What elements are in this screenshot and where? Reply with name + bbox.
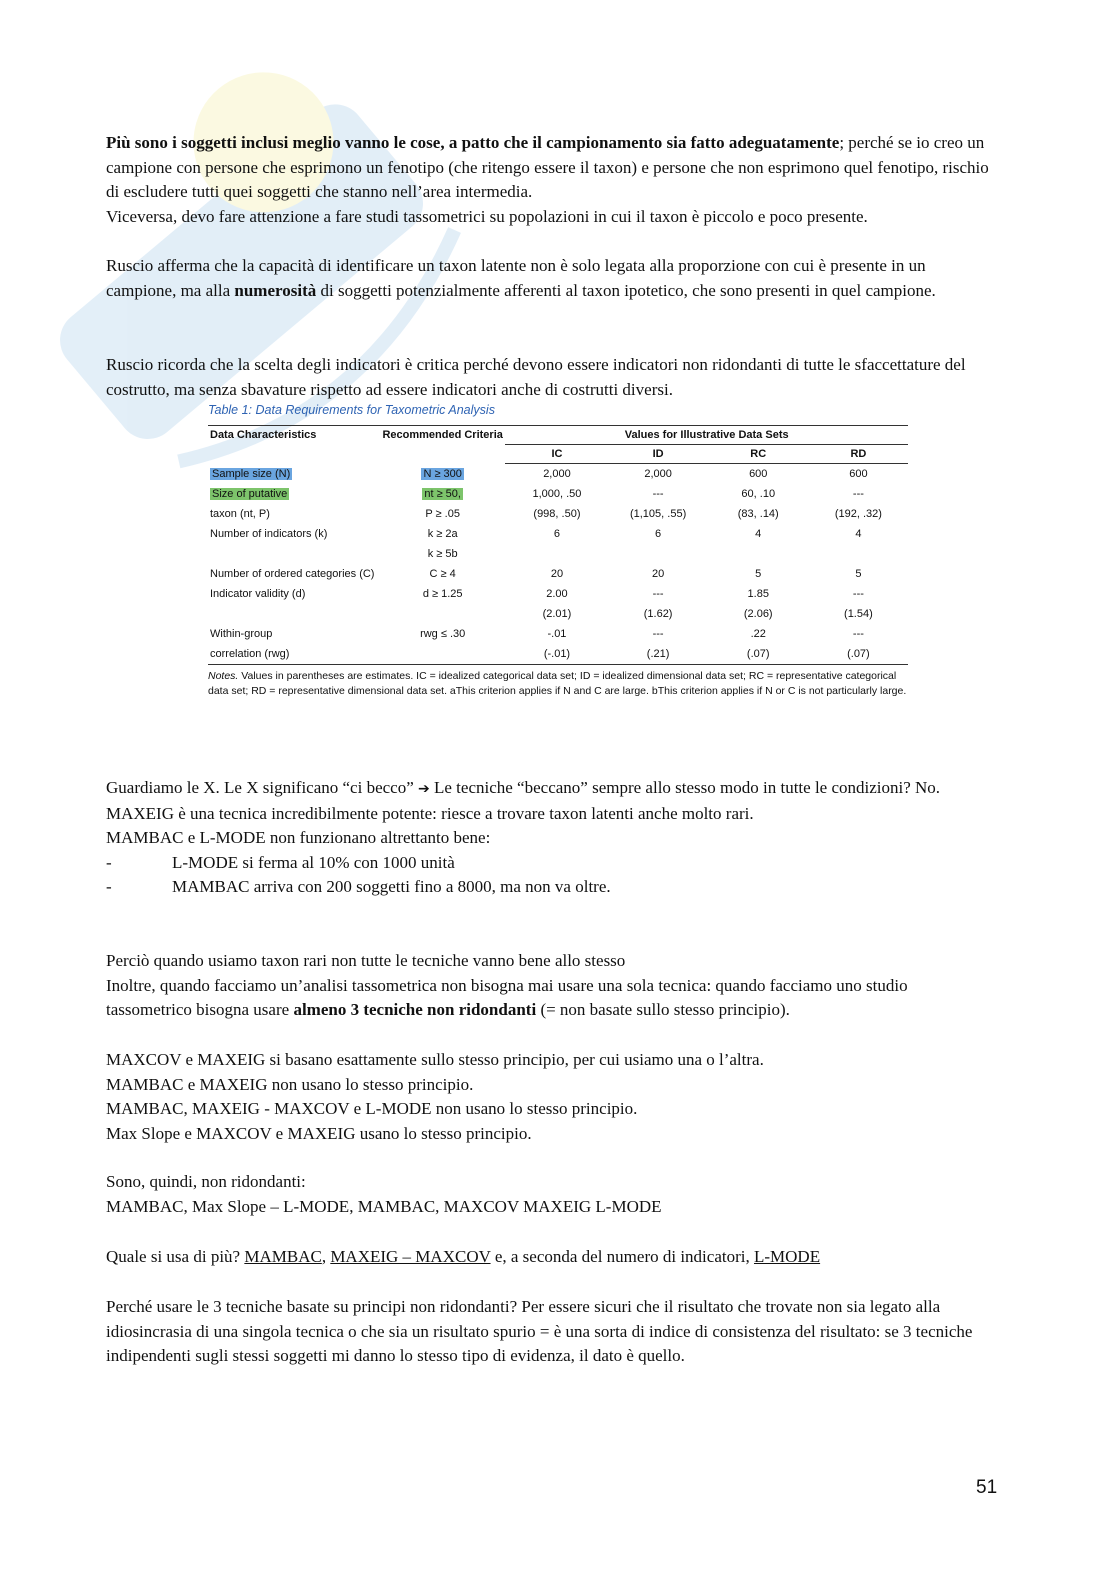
cell-rd: 600 bbox=[849, 468, 868, 480]
bold-statement: Più sono i soggetti inclusi meglio vanno le cose, a patto che il campionamento sia fatto adeguatamente bbox=[106, 133, 840, 152]
row-criteria: P ≥ .05 bbox=[425, 508, 460, 520]
row-criteria: d ≥ 1.25 bbox=[422, 588, 463, 600]
col-header-criteria: Recommended Criteria bbox=[380, 426, 505, 464]
paragraph-principles bbox=[106, 1048, 764, 1146]
cell-rd: 5 bbox=[855, 568, 862, 580]
paragraph-line: Sono, quindi, non ridondanti: bbox=[106, 1172, 306, 1191]
list-item bbox=[106, 875, 940, 900]
notes-label: Notes. bbox=[208, 670, 239, 682]
row-criteria bbox=[380, 484, 505, 504]
cell-rd: --- bbox=[852, 588, 864, 600]
paragraph-ruscio-indicators bbox=[106, 353, 996, 402]
cell-rd: 4 bbox=[855, 528, 862, 540]
dash-marker: - bbox=[106, 852, 112, 872]
text-run: , bbox=[321, 1247, 331, 1266]
row-label bbox=[208, 484, 380, 504]
paragraph-techniques bbox=[106, 776, 940, 900]
cell-ic: -.01 bbox=[547, 628, 567, 640]
paragraph-line: Max Slope e MAXCOV e MAXEIG usano lo stesso principio. bbox=[106, 1123, 532, 1143]
cell-rc: 5 bbox=[755, 568, 762, 580]
row-criteria: k ≥ 2a bbox=[427, 528, 458, 540]
table-row bbox=[208, 624, 908, 644]
cell-rc: (.07) bbox=[708, 644, 809, 665]
paragraph-text bbox=[106, 776, 940, 802]
dash-marker: - bbox=[106, 877, 112, 896]
row-label: Number of indicators (k) bbox=[210, 528, 328, 540]
data-requirements-table-figure bbox=[208, 403, 908, 699]
cell-ic: (-.01) bbox=[505, 644, 608, 665]
cell-id: (.21) bbox=[609, 644, 708, 665]
text-run: ; perché se io creo un campione con persone che esprimono un fenotipo (che ritengo essere il taxon) e persone che non esprimono quel fenotipo, rischio di escludere tutti quei soggetti che stanno nell’area intermedia. bbox=[106, 133, 989, 201]
text-run: di soggetti potenzialmente afferenti al taxon ipotetico, che sono presenti in quel campione. bbox=[316, 280, 936, 300]
bullet-list bbox=[106, 851, 940, 900]
notes-text: Values in parentheses are estimates. IC = idealized categorical data set; ID = idealized dimensional data set; RC = representative categorical data set; RD = representative dimensional data set. aThis criterion applies if N and C are large. bThis criterion applies if N or C is not particularly large. bbox=[208, 670, 907, 697]
underlined-term: L-MODE bbox=[753, 1247, 821, 1266]
table-row bbox=[208, 504, 908, 524]
col-header-values: Values for Illustrative Data Sets bbox=[505, 426, 908, 445]
bold-term: numerosità bbox=[234, 280, 317, 300]
paragraph-why-three bbox=[106, 1295, 996, 1369]
paragraph-text: Perché usare le 3 tecniche basate su principi non ridondanti? Per essere sicuri che il risultato che trovate non sia legato alla idiosincrasia di una singola tecnica o che sia un risultato spurio = è una sorta di indice di consistenza del risultato: se 3 tecniche indipendenti sugli stessi soggetti mi danno lo stesso tipo di evidenza, il dato è quello. bbox=[106, 1297, 973, 1365]
highlighted-criteria: N ≥ 300 bbox=[423, 467, 462, 480]
paragraph-line: MAMBAC, Max Slope – L-MODE, MAMBAC, MAXCOV MAXEIG L-MODE bbox=[106, 1196, 662, 1216]
cell-rc: .22 bbox=[750, 628, 766, 640]
cell-ic: 2.00 bbox=[546, 588, 568, 600]
paragraph-line: Perciò quando usiamo taxon rari non tutte le tecniche vanno bene allo stesso bbox=[106, 951, 626, 970]
row-label bbox=[208, 464, 380, 485]
paragraph-line: MAXCOV e MAXEIG si basano esattamente sullo stesso principio, per cui usiamo una o l’altra. bbox=[106, 1050, 764, 1069]
cell-ic: 6 bbox=[553, 528, 561, 540]
row-label bbox=[208, 544, 380, 564]
paragraph-sample-size bbox=[106, 131, 996, 229]
table-caption: Table 1: Data Requirements for Taxometric Analysis bbox=[208, 403, 495, 417]
paragraph-line: MAMBAC e L-MODE non funzionano altrettanto bene: bbox=[106, 828, 491, 847]
underlined-term: MAMBAC bbox=[244, 1247, 322, 1266]
paragraph-line: MAMBAC e MAXEIG non usano lo stesso principio. bbox=[106, 1074, 474, 1094]
row-criteria: k ≥ 5b bbox=[427, 548, 458, 560]
table-row bbox=[208, 644, 908, 665]
table-row bbox=[208, 524, 908, 544]
list-item-text: L-MODE si ferma al 10% con 1000 unità bbox=[172, 852, 455, 872]
text-run: Le tecniche “beccano” sempre allo stesso modo in tutte le condizioni? No. bbox=[429, 778, 941, 797]
table-row bbox=[208, 464, 908, 485]
cell-ic: (998, .50) bbox=[533, 508, 581, 520]
row-criteria bbox=[380, 464, 505, 485]
cell-id: 2,000 bbox=[644, 468, 672, 480]
cell-rd: --- bbox=[852, 488, 864, 500]
table-row bbox=[208, 484, 908, 504]
table-row bbox=[208, 564, 908, 584]
col-header-characteristics: Data Characteristics bbox=[208, 426, 380, 464]
underlined-term: MAXEIG – MAXCOV bbox=[330, 1247, 491, 1266]
bold-statement: almeno 3 tecniche non ridondanti bbox=[293, 1000, 537, 1019]
col-header-rc: RC bbox=[708, 445, 809, 464]
cell-rc: 1.85 bbox=[747, 588, 769, 600]
cell-id: --- bbox=[652, 628, 664, 640]
cell-id: (1.62) bbox=[643, 608, 673, 620]
paragraph-ruscio-numerosity bbox=[106, 254, 996, 303]
cell-rd: (1.54) bbox=[844, 608, 873, 620]
data-requirements-table bbox=[208, 425, 908, 665]
cell-id: --- bbox=[652, 488, 664, 500]
table-notes bbox=[208, 669, 908, 699]
row-label: correlation (rwg) bbox=[208, 644, 380, 665]
cell-rd: --- bbox=[852, 628, 864, 640]
cell-rc: (83, .14) bbox=[737, 508, 779, 520]
highlighted-label: Sample size (N) bbox=[212, 467, 291, 480]
paragraph-line: Viceversa, devo fare attenzione a fare studi tassometrici su popolazioni in cui il taxon è piccolo e poco presente. bbox=[106, 206, 868, 226]
paragraph-text bbox=[106, 131, 996, 205]
row-criteria: rwg ≤ .30 bbox=[420, 628, 466, 640]
cell-ic: 1,000, .50 bbox=[532, 488, 582, 500]
cell-rd: (.07) bbox=[809, 644, 908, 665]
paragraph-most-used bbox=[106, 1245, 820, 1270]
paragraph-line: MAXEIG è una tecnica incredibilmente potente: riesce a trovare taxon latenti anche molto rari. bbox=[106, 803, 754, 823]
paragraph-non-redundant bbox=[106, 1170, 662, 1219]
text-run: Quale si usa di più? bbox=[106, 1247, 245, 1266]
row-criteria: C ≥ 4 bbox=[429, 568, 456, 580]
highlighted-criteria: nt ≥ 50, bbox=[424, 488, 461, 500]
row-label: Number of ordered categories (C) bbox=[210, 568, 375, 580]
text-run: Ruscio afferma che la capacità di identificare un taxon latente non è solo legata alla proporzione con cui è presente in un campione, ma alla bbox=[106, 256, 926, 300]
row-label: Indicator validity (d) bbox=[210, 588, 306, 600]
text-run: Inoltre, quando facciamo un’analisi tassometrica non bisogna mai usare una sola tecnica: quando facciamo uno studio tassometrico bisogna usare bbox=[106, 975, 908, 1019]
paragraph-text: Ruscio ricorda che la scelta degli indicatori è critica perché devono essere indicatori non ridondanti di tutte le sfaccettature del costrutto, ma senza sbavature rispetto ad essere indicatori anche di costrutti diversi. bbox=[106, 355, 966, 399]
cell-rc: 60, .10 bbox=[741, 488, 776, 500]
table-row bbox=[208, 604, 908, 624]
highlighted-label: Size of putative bbox=[212, 488, 288, 500]
text-run: Guardiamo le X. Le X significano “ci becco” bbox=[106, 778, 419, 797]
paragraph-line: MAMBAC, MAXEIG - MAXCOV e L-MODE non usano lo stesso principio. bbox=[106, 1099, 638, 1118]
paragraph-text bbox=[106, 254, 996, 303]
table-row bbox=[208, 584, 908, 604]
col-header-ic: IC bbox=[505, 445, 608, 464]
cell-rc: 4 bbox=[755, 528, 762, 540]
text-run: e, a seconda del numero di indicatori, bbox=[490, 1247, 754, 1266]
cell-id: 20 bbox=[651, 568, 665, 580]
table-header-row bbox=[208, 426, 908, 445]
cell-rc: 600 bbox=[749, 468, 768, 480]
page-number: 51 bbox=[976, 1477, 998, 1498]
table-row bbox=[208, 544, 908, 564]
paragraph-text bbox=[106, 1245, 820, 1270]
col-header-id: ID bbox=[609, 445, 708, 464]
cell-rc: (2.06) bbox=[743, 608, 773, 620]
text-run: (= non basate sullo stesso principio). bbox=[536, 1000, 790, 1019]
arrow-right-icon: ➔ bbox=[418, 781, 430, 797]
cell-rd: (192, .32) bbox=[834, 508, 882, 520]
paragraph-rare-taxon bbox=[106, 949, 996, 1023]
cell-ic: (2.01) bbox=[542, 608, 572, 620]
paragraph-text bbox=[106, 974, 996, 1023]
cell-ic: 20 bbox=[550, 568, 564, 580]
cell-id: (1,105, .55) bbox=[629, 508, 687, 520]
col-header-rd: RD bbox=[809, 445, 908, 464]
list-item bbox=[106, 851, 940, 876]
cell-ic: 2,000 bbox=[543, 468, 571, 480]
list-item-text: MAMBAC arriva con 200 soggetti fino a 8000, ma non va oltre. bbox=[172, 877, 611, 896]
row-label: taxon (nt, P) bbox=[210, 508, 270, 520]
cell-id: 6 bbox=[655, 528, 662, 540]
row-label: Within-group bbox=[210, 628, 273, 640]
cell-id: --- bbox=[652, 588, 664, 600]
